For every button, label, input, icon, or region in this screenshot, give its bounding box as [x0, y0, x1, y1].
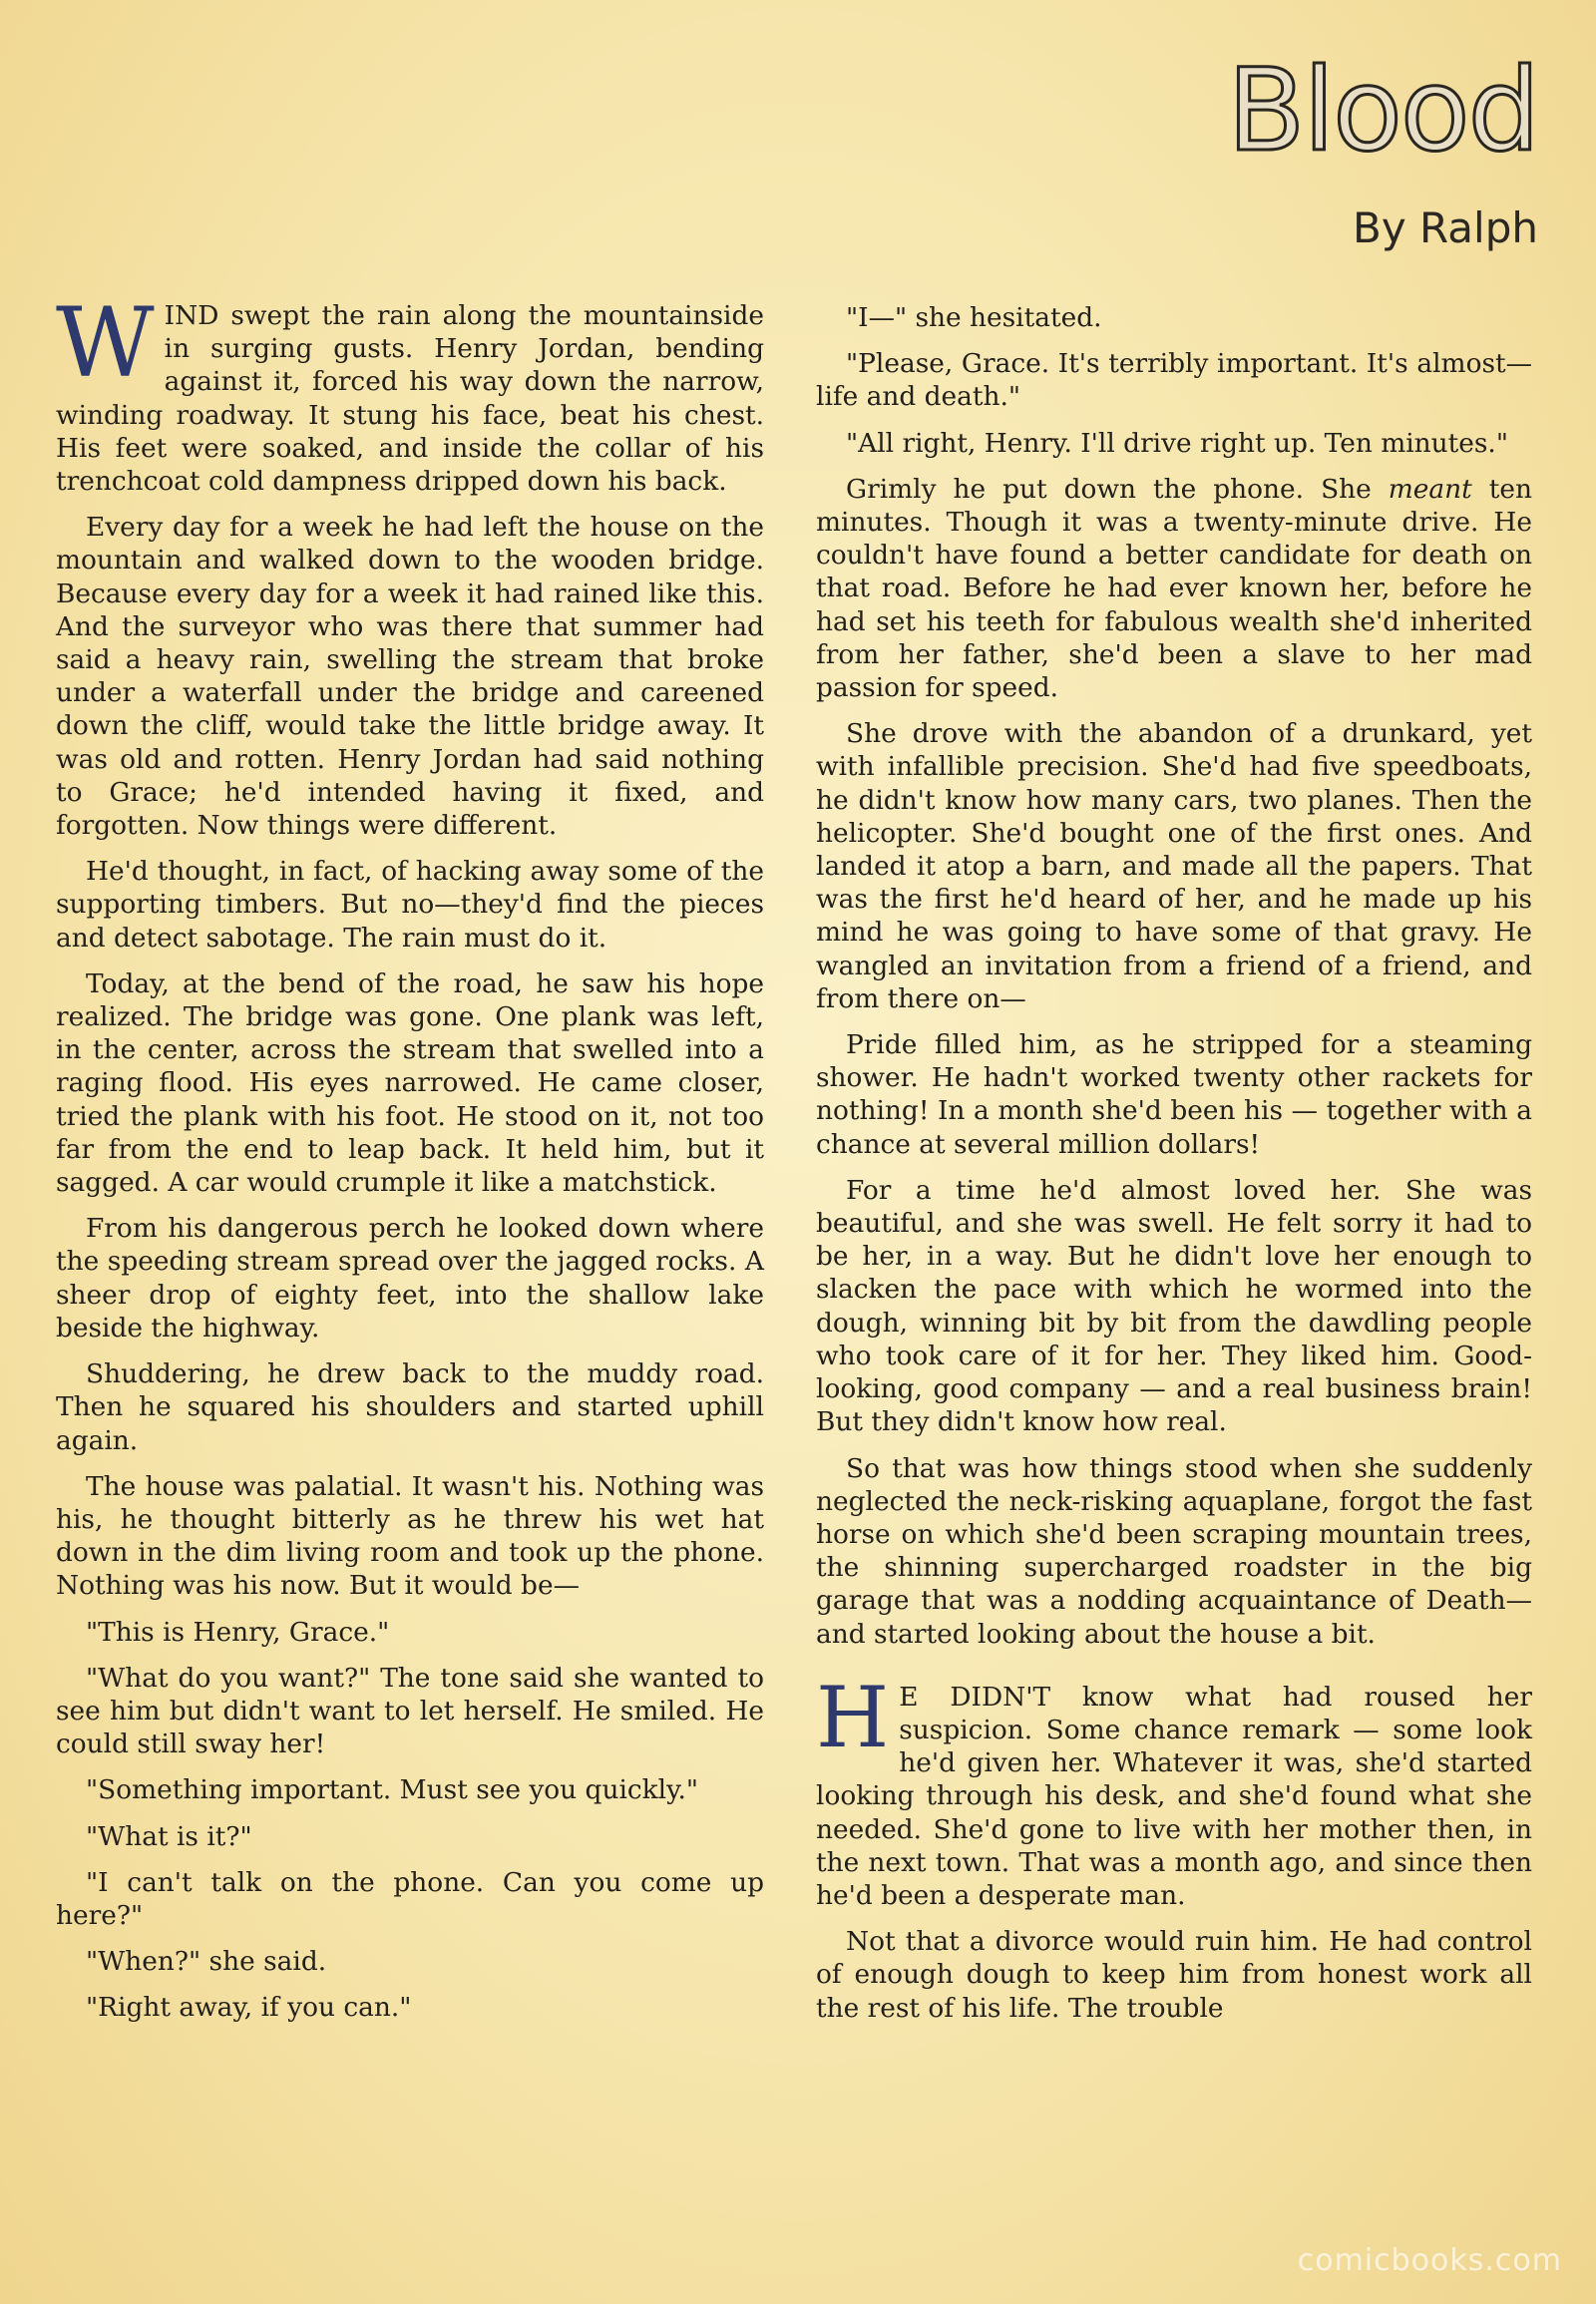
paragraph: "What is it?"	[86, 1820, 252, 1852]
title-block	[1227, 44, 1538, 252]
paragraph: "What do you want?" The tone said she wanted to see him but didn't want to let herself. He smiled. He could still sway her!	[56, 1662, 764, 1760]
paragraph: "Something important. Must see you quickly."	[86, 1774, 699, 1806]
paragraph: Pride filled him, as he stripped for a steaming shower. He hadn't worked twenty other rackets for nothing! In a month she'd been his — together with a chance at several million dollars!	[816, 1029, 1532, 1160]
paragraph: So that was how things stood when she suddenly neglected the neck-risking aquaplane, forgot the fast horse on which she'd been scraping mountain trees, the shinning supercharged roadster in the big garage that was a nodding acquaintance of Death—and started looking about the house a bit.	[816, 1452, 1532, 1650]
paragraph: "When?" she said.	[86, 1946, 327, 1978]
paragraph: He'd thought, in fact, of hacking away some of the supporting timbers. But no—they'd find the pieces and detect sabotage. The rain must do it.	[56, 856, 764, 954]
paragraph: The house was palatial. It wasn't his. Nothing was his, he thought bitterly as he threw his wet hat down in the dim living room and took up the phone. Nothing was his now. But it would be—	[56, 1470, 764, 1602]
paragraph: Shuddering, he drew back to the muddy road. Then he squared his shoulders and started uphill again.	[56, 1358, 764, 1456]
watermark: comicbooks.com	[1297, 2243, 1562, 2278]
paragraph: "I can't talk on the phone. Can you come up here?"	[56, 1866, 764, 1931]
drop-cap: H	[816, 1668, 890, 1766]
paragraph: From his dangerous perch he looked down where the speeding stream spread over the jagged rocks. A sheer drop of eighty feet, into the shallow lake beside the highway.	[56, 1213, 764, 1344]
paragraph-text: IND swept the rain along the mountainside in surging gusts. Henry Jordan, bending against it, forced his way down the narrow, winding roadway. It stung his face, beat his chest. His feet were soaked, and inside the collar of his trenchcoat cold dampness dripped down his back.	[56, 300, 764, 498]
paragraph: "Right away, if you can."	[86, 1992, 412, 2024]
paragraph: Not that a divorce would ruin him. He had control of enough dough to keep him from honest work all the rest of his life. The trouble	[816, 1926, 1532, 2024]
emphasis-text: meant	[1388, 473, 1472, 505]
paragraph: "Please, Grace. It's terribly important. It's almost—life and death."	[816, 348, 1532, 413]
paragraph: She drove with the abandon of a drunkard, yet with infallible precision. She'd had five speedboats, he didn't know how many cars, two planes. Then the helicopter. She'd bought one of the first ones. And landed it atop a barn, and made all the papers. That was the first he'd heard of her, and he made up his mind he was going to have some of that gravy. He wangled an invitation from a friend of a friend, and from there on—	[816, 718, 1532, 1014]
paragraph	[816, 473, 1532, 704]
paragraph: Today, at the bend of the road, he saw his hope realized. The bridge was gone. One plank was left, in the center, across the stream that swelled into a raging flood. His eyes narrowed. He came closer, tried the plank with his foot. He stood on it, not too far from the end to leap back. It held him, but it sagged. A car would crumple it like a matchstick.	[56, 967, 764, 1199]
paragraph: "All right, Henry. I'll drive right up. Ten minutes."	[846, 427, 1508, 459]
drop-cap: W	[56, 287, 155, 399]
left-column	[56, 287, 764, 2038]
paragraph-text: E DIDN'T know what had roused her suspicion. Some chance remark — some look he'd given her. Whatever it was, she'd started looking through his desk, and she'd found what she needed. She'd gone to live with her mother then, in the next town. That was a month ago, and since then he'd been a desperate man.	[816, 1681, 1532, 1911]
paragraph: "This is Henry, Grace."	[86, 1616, 390, 1648]
paragraph	[816, 1668, 1532, 1912]
story-title: Blood	[1227, 44, 1538, 177]
paragraph-text: ten minutes. Though it was a twenty-minute drive. He couldn't have found a better candidate for death on that road. Before he had ever known her, before he had set his teeth for fabulous wealth she'd inherited from her father, she'd been a slave to her mad passion for speed.	[816, 473, 1532, 704]
paragraph: For a time he'd almost loved her. She was beautiful, and she was swell. He felt sorry it had to be her, in a way. But he didn't love her enough to slacken the pace with which he wormed into the dough, winning bit by bit from the dawdling people who took care of it for her. They liked him. Good-looking, good company — and a real business brain! But they didn't know how real.	[816, 1174, 1532, 1438]
right-column	[816, 301, 1532, 2038]
paragraph: Every day for a week he had left the house on the mountain and walked down to the wooden bridge. Because every day for a week it had rained like this. And the surveyor who was there that summer had said a heavy rain, swelling the stream that broke under a waterfall under the bridge and careened down the cliff, would take the little bridge away. It was old and rotten. Henry Jordan had said nothing to Grace; he'd intended having it fixed, and forgotten. Now things were different.	[56, 512, 764, 842]
paragraph-text: Grimly he put down the phone. She	[846, 473, 1389, 505]
byline: By Ralph	[1353, 203, 1538, 252]
paragraph: "I—" she hesitated.	[846, 302, 1102, 333]
paragraph	[56, 287, 764, 498]
